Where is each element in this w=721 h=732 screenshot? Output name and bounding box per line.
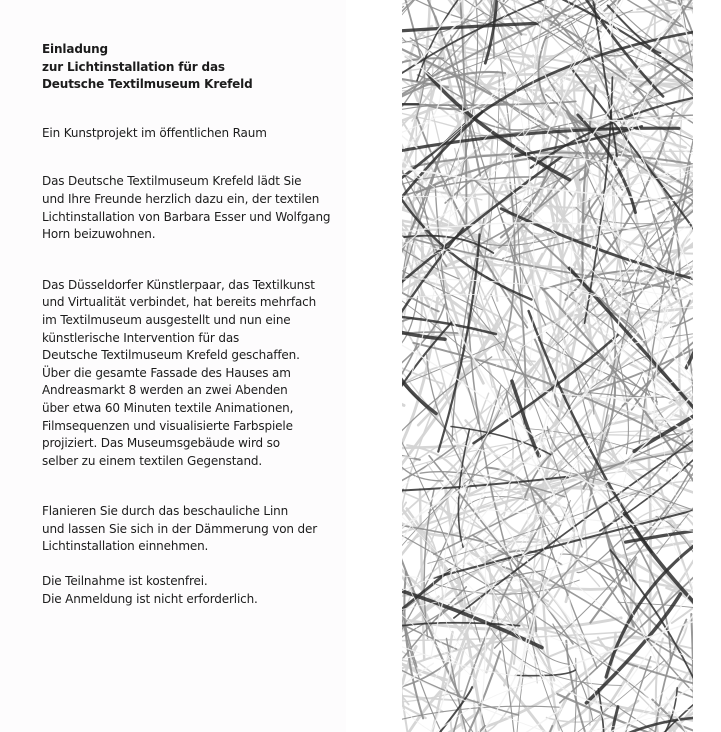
fiber-artwork [402,0,693,732]
fiber-strand-dark [516,670,576,676]
fiber-strand-mid [558,29,633,56]
invitation-page [0,0,346,732]
paragraph-artists: Das Düsseldorfer Künstlerpaar, das Textilkunst und Virtualität verbindet, hat bereits mehrfach im Textilmuseum ausgestellt und nun eine künstlerische Intervention für das Deutsche Textilmuseum Krefeld geschaffen. Über die gesamte Fassade des Hauses am Andreasmarkt 8 werden an zwei Abenden über etwa 60 Minuten textile Animationen, Filmsequenzen und visualisierte Farbspiele projiziert. Das Museumsgebäude wird so selber zu einem textilen Gegenstand. [42,277,317,468]
invitation-title: Einladung zur Lichtinstallation für das Deutsche Textilmuseum Krefeld [42,42,253,92]
paragraph-invitation: Das Deutsche Textilmuseum Krefeld lädt Sie und Ihre Freunde herzlich dazu ein, der textilen Lichtinstallation von Barbara Esser und Wolfgang Horn beizuwohnen. [42,174,331,242]
invitation-text [42,41,342,608]
fiber-strand-light [407,445,467,492]
paragraph-stroll: Flanieren Sie durch das beschauliche Linn und lassen Sie sich in der Dämmerung von der Lichtinstallation einnehmen. [42,504,318,554]
paragraph-admission: Die Teilnahme ist kostenfrei. Die Anmeldung ist nicht erforderlich. [42,574,258,606]
fiber-artwork-canvas [402,0,693,732]
page-gutter [346,0,402,732]
invitation-subtitle: Ein Kunstprojekt im öffentlichen Raum [42,125,267,140]
